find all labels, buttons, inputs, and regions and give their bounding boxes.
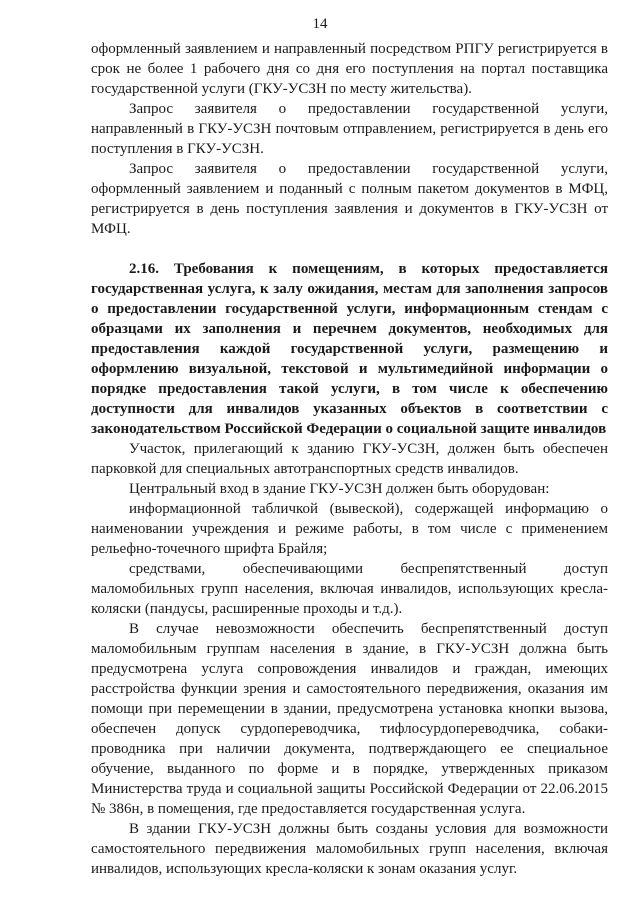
paragraph-central-entrance: Центральный вход в здание ГКУ-УСЗН должен быть оборудован:: [129, 481, 550, 497]
page-number: 14: [312, 16, 328, 32]
section-heading-2-16: 2.16. Требования к помещениям, в которых предоставляется государственная услуга, к залу ожидания, местам для заполнения запросов о предоставлении государственной услуги, информационным стендам с образцами их заполнения и перечнем документов, необходимых для предоставления каждой государственной услуги, размещению и оформлению визуальной, текстовой и мультимедийной информации о порядке предоставления такой услуги, в том числе к обеспечению доступности для инвалидов указанных объектов в соответствии с законодательством Российской Федерации о социальной защите инвалидов: [91, 261, 608, 437]
paragraph-parking: Участок, прилегающий к зданию ГКУ-УСЗН, должен быть обеспечен парковкой для специальных автотранспортных средств инвалидов.: [91, 441, 608, 477]
paragraph-independent-movement: В здании ГКУ-УСЗН должны быть созданы условия для возможности самостоятельного передвижения маломобильных групп населения, включая инвалидов, использующих кресла-коляски к зонам оказания услуг.: [91, 821, 608, 877]
document-body: [91, 39, 608, 879]
paragraph-mfc-request: Запрос заявителя о предоставлении государственной услуги, оформленный заявлением и поданный с полным пакетом документов в МФЦ, регистрируется в день поступления заявления и документов в ГКУ-УСЗН от МФЦ.: [91, 161, 608, 237]
paragraph-rpgu-registration: оформленный заявлением и направленный посредством РПГУ регистрируется в срок не более 1 рабочего дня со дня его поступления на портал поставщика государственной услуги (ГКУ-УСЗН по месту жительства).: [91, 41, 608, 97]
paragraph-escort-service: В случае невозможности обеспечить беспрепятственный доступ маломобильным группам населения в здание, в ГКУ-УСЗН должна быть предусмотрена услуга сопровождения инвалидов и граждан, имеющих расстройства функции зрения и самостоятельного передвижения, оказания им помощи при перемещении в здании, предусмотрена установка кнопки вызова, обеспечен допуск сурдопереводчика, тифлосурдопереводчика, собаки-проводника при наличии документа, подтверждающего ее специальное обучение, выданного по форме и в порядке, утвержденных приказом Министерства труда и социальной защиты Российской Федерации от 22.06.2015 № 386н, в помещения, где предоставляется государственная услуга.: [91, 621, 608, 817]
paragraph-access-means: средствами, обеспечивающими беспрепятственный доступ маломобильных групп населения, включая инвалидов, использующих кресла-коляски (пандусы, расширенные проходы и т.д.).: [91, 561, 608, 617]
paragraph-info-plate: информационной табличкой (вывеской), содержащей информацию о наименовании учреждения и режиме работы, в том числе с применением рельефно-точечного шрифта Брайля;: [91, 501, 608, 557]
paragraph-postal-request: Запрос заявителя о предоставлении государственной услуги, направленный в ГКУ-УСЗН почтовым отправлением, регистрируется в день его поступления в ГКУ-УСЗН.: [91, 101, 608, 157]
